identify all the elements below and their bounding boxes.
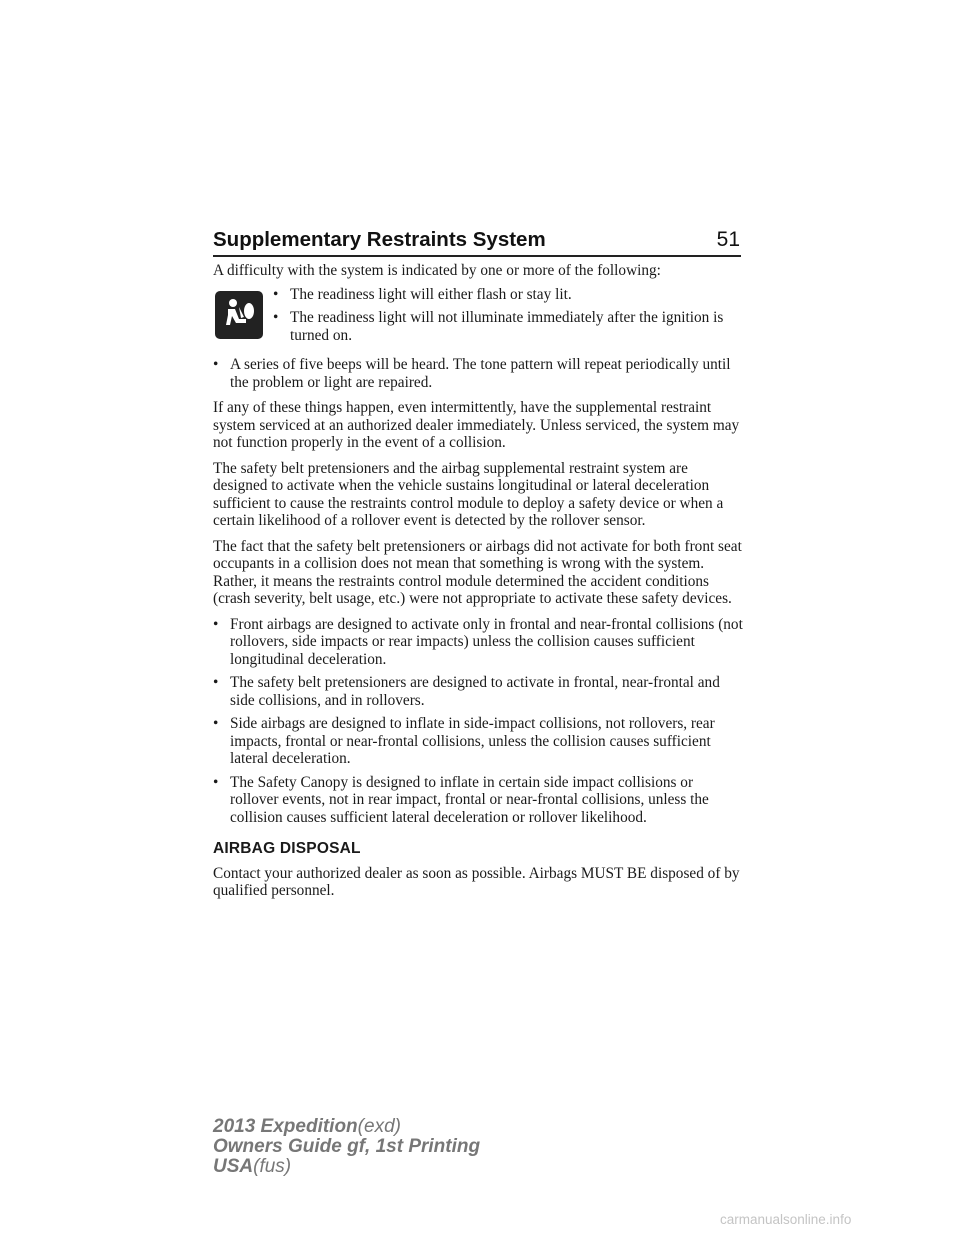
- intro-paragraph: A difficulty with the system is indicated by one or more of the following:: [213, 262, 661, 279]
- paragraph: The fact that the safety belt pretensioners or airbags did not activate for both front seat occupants in a collision does not mean that something is wrong with the system. Rather, it means the restraints control module determined the accident conditions (crash severity, belt usage, etc.) were not appropriate to activate these safety devices.: [213, 537, 742, 607]
- footer-model: 2013 Expedition: [213, 1116, 358, 1137]
- list-item: • Side airbags are designed to inflate in side-impact collisions, not rollovers, rear impacts, frontal or near-frontal collisions, unless the collision causes sufficient lateral deceleration.: [213, 715, 743, 768]
- footer-printing: Owners Guide gf, 1st Printing: [213, 1136, 481, 1157]
- section-title: Supplementary Restraints System: [213, 228, 546, 251]
- paragraph: Contact your authorized dealer as soon as possible. Airbags MUST BE disposed of by qualified personnel.: [213, 864, 740, 899]
- footer-line: [213, 1157, 480, 1177]
- section-heading: AIRBAG DISPOSAL: [213, 840, 361, 857]
- beep-list: [213, 356, 743, 391]
- paragraph: If any of these things happen, even intermittently, have the supplemental restraint system serviced at an authorized dealer immediately. Unless serviced, the system may not function properly in the event of a collision.: [213, 399, 740, 451]
- page-header: [213, 228, 740, 252]
- watermark: carmanualsonline.info: [720, 1212, 852, 1227]
- list-item: • The Safety Canopy is designed to inflate in certain side impact collisions or rollover events, not in rear impact, frontal or near-frontal collisions, unless the collision causes sufficient lateral deceleration or rollover likelihood.: [213, 774, 743, 827]
- footer-market-code: (fus): [253, 1156, 292, 1177]
- activation-list: [213, 616, 743, 827]
- page-number: 51: [716, 228, 740, 251]
- warning-light-block: [213, 286, 743, 351]
- list-item: • A series of five beeps will be heard. The tone pattern will repeat periodically until the problem or light are repaired.: [213, 356, 743, 391]
- warning-light-list: [273, 286, 743, 351]
- list-item: • The safety belt pretensioners are designed to activate in frontal, near-frontal and side collisions, and in rollovers.: [213, 674, 743, 709]
- header-rule: [213, 255, 741, 257]
- paragraph: The safety belt pretensioners and the airbag supplemental restraint system are designed to activate when the vehicle sustains longitudinal or lateral deceleration sufficient to cause the restraints control module to deploy a safety device or when a certain likelihood of a rollover event is detected by the rollover sensor.: [213, 459, 724, 529]
- footer-market: USA: [213, 1156, 254, 1177]
- footer-model-code: (exd): [357, 1116, 401, 1137]
- page-content: [213, 262, 743, 908]
- list-item: • Front airbags are designed to activate only in frontal and near-frontal collisions (not rollovers, side impacts or rear impacts) unless the collision causes sufficient longitudinal deceleration.: [213, 616, 743, 669]
- footer-line: [213, 1117, 480, 1137]
- airbag-warning-icon: [215, 291, 263, 339]
- page-footer: [213, 1117, 480, 1177]
- list-item: • The readiness light will either flash or stay lit.: [273, 286, 743, 304]
- list-item: • The readiness light will not illuminate immediately after the ignition is turned on.: [273, 309, 743, 344]
